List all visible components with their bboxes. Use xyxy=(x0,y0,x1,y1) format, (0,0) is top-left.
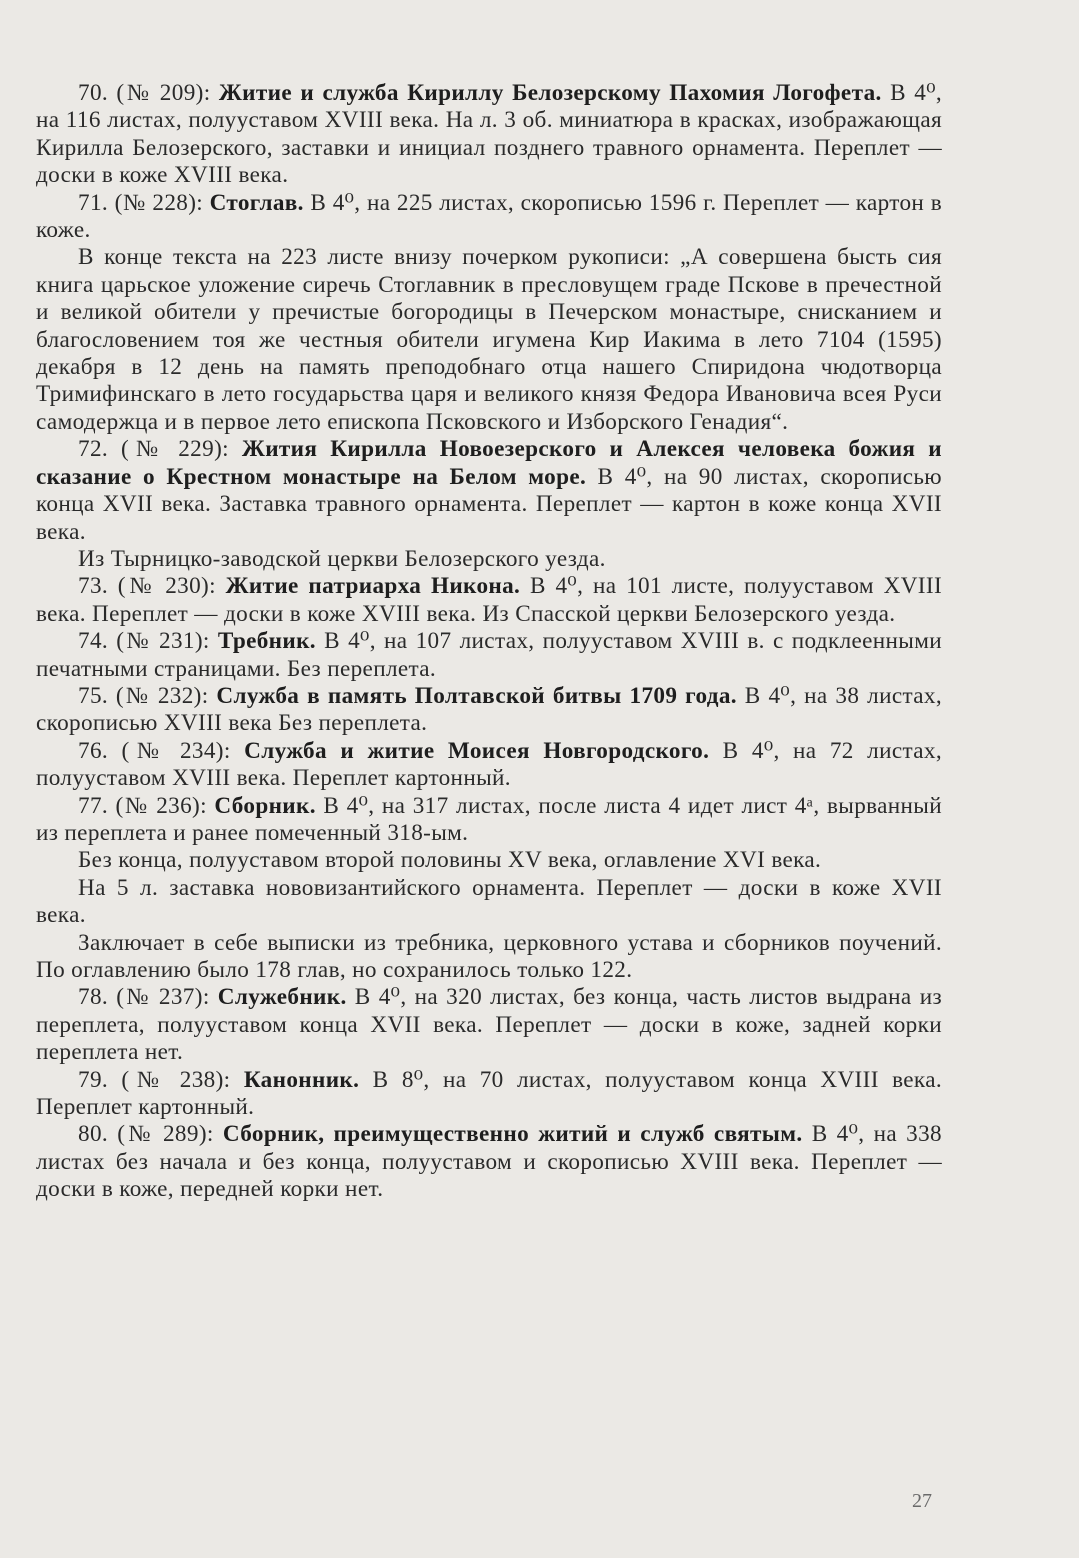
entry-73 xyxy=(36,573,942,628)
entry-title: Канонник. xyxy=(243,1066,360,1093)
entry-76 xyxy=(36,738,942,793)
entry-description: Без конца, полууставом второй половины XV века, оглавление XVI века. xyxy=(78,847,822,874)
entry-title: Требник. xyxy=(217,628,316,655)
entry-number: 78. (№ 237): xyxy=(78,984,218,1011)
entry-number: 75. (№ 232): xyxy=(78,682,217,709)
entry-77-note-1 xyxy=(36,847,942,874)
entry-75 xyxy=(36,683,942,738)
entry-title: Жития Кирилла Новоезерского и Алексея человека божия и сказание о Крестном монастыре на Белом море. xyxy=(36,436,942,490)
entry-72-note xyxy=(36,546,942,573)
entry-number: 72. (№ 229): xyxy=(78,436,242,463)
entry-title: Служба в память Полтавской битвы 1709 года. xyxy=(216,682,737,709)
entry-72 xyxy=(36,436,942,546)
entry-description: В 4⁰, на 101 листе, полууставом XVIII века. Переплет — доски в коже XVIII века. Из Спасской церкви Белозерского уезда. xyxy=(36,573,943,627)
entry-number: 76. (№ 234): xyxy=(78,737,245,764)
entry-number: 77. (№ 236): xyxy=(78,792,215,819)
entry-description: Из Тырницко-заводской церкви Белозерского уезда. xyxy=(78,545,606,572)
entry-71 xyxy=(36,190,942,245)
entry-number: 70. (№ 209): xyxy=(78,80,219,106)
entry-number: 80. (№ 289): xyxy=(78,1121,223,1148)
entry-number: 74. (№ 231): xyxy=(78,628,218,655)
entry-79 xyxy=(36,1067,942,1122)
entry-77-note-2 xyxy=(36,875,942,930)
entry-description: В 4⁰, на 320 листах, без конца, часть листов выдрана из переплета, полууставом конца XVII века. Переплет — доски в коже, задней корки переплета нет. xyxy=(36,984,942,1066)
entry-description: Заключает в себе выписки из требника, церковного устава и сборников поучений. По оглавлению было 178 глав, но сохранилось только 122. xyxy=(36,929,942,983)
entry-description: В 4⁰, на 38 листах, скорописью XVIII века Без переплета. xyxy=(36,682,942,737)
entry-number: 79. (№ 238): xyxy=(78,1066,244,1093)
entry-number: 71. (№ 228): xyxy=(78,189,210,216)
entry-71-note xyxy=(36,244,942,436)
entry-description: В 4⁰, на 116 листах, полууставом XVIII века. На л. 3 об. миниатюра в красках, изображающая Кирилла Белозерского, заставки и инициал позднего травного орнамента. Переплет — доски в коже XVIII века. xyxy=(36,80,942,189)
entry-title: Житие патриарха Никона. xyxy=(225,573,521,600)
entry-70 xyxy=(36,80,942,190)
entry-title: Служба и житие Моисея Новгородского. xyxy=(244,737,710,764)
entry-80 xyxy=(36,1121,942,1203)
entry-description: В конце текста на 223 листе внизу почерком рукописи: „А совершена бысть сия книга царьское уложение сиречь Стоглавник в пресловущем граде Пскове в пречестной и великой обители у пречистые богородицы в Печерском монастыре, снисканием и благословением тоя же честныя обители игумена Кир Иакима в лето 7104 (1595) декабря в 12 день на память преподобнаго отца нашего Спиридона чюдотворца Тримифинскаго в лето государьства царя и великого князя Федора Ивановича всея Руси самодержца и в первое лето епископа Псковского и Изборского Генадия“. xyxy=(36,244,942,435)
catalog-text xyxy=(36,80,942,1204)
entry-74 xyxy=(36,628,942,683)
entry-description: В 4⁰, на 317 листах, после листа 4 идет лист 4ᵃ, вырванный из переплета и ранее помеченный 318-ым. xyxy=(36,792,942,846)
entry-description: В 4⁰, на 107 листах, полууставом XVIII в. с подклеенными печатными страницами. Без переплета. xyxy=(36,628,942,682)
entry-78 xyxy=(36,984,942,1066)
entry-77-note-3 xyxy=(36,930,942,985)
entry-title: Житие и служба Кириллу Белозерскому Пахомия Логофета. xyxy=(218,80,882,106)
entry-title: Сборник. xyxy=(214,792,316,819)
entry-description: В 8⁰, на 70 листах, полууставом конца XVIII века. Переплет картонный. xyxy=(36,1066,942,1121)
entry-number: 73. (№ 230): xyxy=(78,573,226,600)
entry-description: В 4⁰, на 90 листах, скорописью конца XVII века. Заставка травного орнамента. Переплет — картон в коже конца XVII века. xyxy=(36,463,942,545)
entry-title: Сборник, преимущественно житий и служб святым. xyxy=(222,1121,803,1148)
entry-description: В 4⁰, на 225 листах, скорописью 1596 г. Переплет — картон в коже. xyxy=(36,189,942,244)
entry-title: Служебник. xyxy=(217,984,347,1011)
entry-description: В 4⁰, на 338 листах без начала и без конца, полууставом и скорописью XVIII века. Переплет — доски в коже, передней корки нет. xyxy=(36,1121,943,1203)
page-number: 27 xyxy=(912,1490,932,1512)
entry-title: Стоглав. xyxy=(209,189,304,216)
entry-description: На 5 л. заставка нововизантийского орнамента. Переплет — доски в коже XVII века. xyxy=(36,874,942,929)
entry-77 xyxy=(36,793,942,848)
entry-description: В 4⁰, на 72 листах, полууставом XVIII века. Переплет картонный. xyxy=(36,737,942,792)
